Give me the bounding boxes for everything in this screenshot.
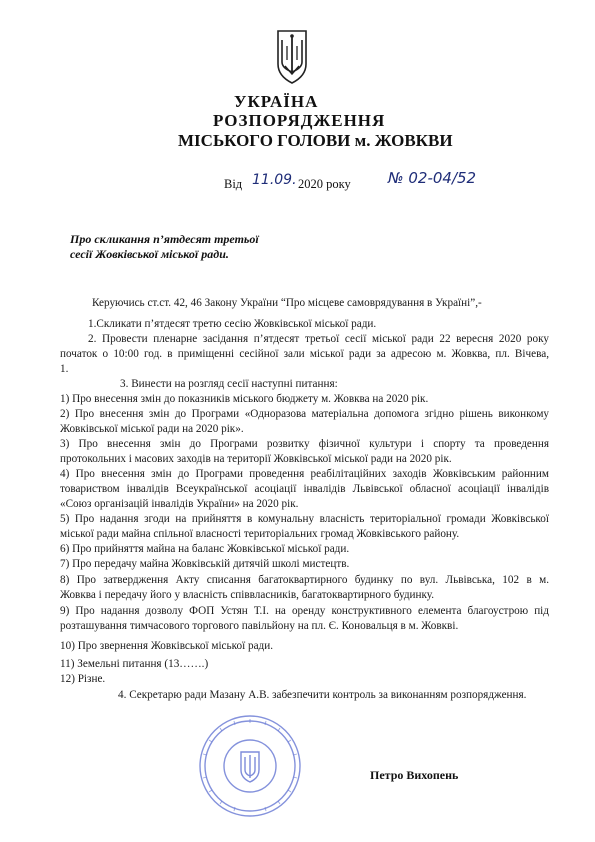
item-4-control: 4. Секретарю ради Мазану А.В. забезпечити контроль за виконанням розпорядження. <box>118 689 527 701</box>
subject-line-2: сесії Жовківської міської ради. <box>70 247 229 261</box>
item-2-line-3: 1. <box>60 363 69 375</box>
agenda-item-5-line-2: міської ради майна спільної власності територіальних громад Жовківського району. <box>60 528 460 540</box>
agenda-item-5-line-1: 5) Про надання згоди на прийняття в комунальну власність територіальної громади Жовківської <box>60 513 549 525</box>
subject-line-1: Про скликання п’ятдесят третьої <box>70 232 259 246</box>
date-prefix: Від <box>224 177 243 191</box>
agenda-item-9-line-1: 9) Про надання дозволу ФОП Устян Т.І. на оренду конструктивного елемента благоустрою під <box>60 605 549 617</box>
header-issuer: МІСЬКОГО ГОЛОВИ м. ЖОВКВИ <box>178 131 453 150</box>
agenda-item-8-line-1: 8) Про затвердження Акту списання багатоквартирного будинку по вул. Львівська, 102 в м. <box>60 574 549 586</box>
coat-of-arms-icon <box>273 28 311 86</box>
agenda-item-1: 1) Про внесення змін до показників міського бюджету м. Жовква на 2020 рік. <box>60 393 429 405</box>
date-year: 2020 року <box>298 177 351 191</box>
intro-paragraph: Керуючись ст.ст. 42, 46 Закону України “Про місцеве самоврядування в Україні”,- <box>92 297 482 309</box>
agenda-item-7: 7) Про передачу майна Жовківській дитячій школі мистецтв. <box>60 558 350 570</box>
order-number-handwritten: № 02-04/52 <box>388 169 477 187</box>
agenda-item-2-line-2: Жовківської міської ради на 2020 рік». <box>60 423 244 435</box>
agenda-item-4-line-2: товариством інвалідів Всеукраїнської асоціації інвалідів Львівської обласної асоціації інвалідів <box>60 483 549 495</box>
item-2-line-1: 2. Провести пленарне засідання п’ятдесят третьої сесії міської ради 22 вересня 2020 року <box>88 333 549 345</box>
agenda-item-4-line-3: «Союз організацій інвалідів України» на 2020 рік. <box>60 498 299 510</box>
agenda-item-8-line-2: Жовква і передачу його у власність співвласників, багатоквартирного будинку. <box>60 589 435 601</box>
agenda-item-11: 11) Земельні питання (13…….) <box>60 658 209 670</box>
agenda-item-12: 12) Різне. <box>60 673 106 685</box>
signatory-name: Петро Вихопень <box>370 768 459 782</box>
agenda-item-3-line-2: протокольних і масових заходів на території Жовківської міської ради на 2020 рік. <box>60 453 452 465</box>
header-doc-type: РОЗПОРЯДЖЕННЯ <box>213 111 386 130</box>
item-3-agenda: 3. Винести на розгляд сесії наступні питання: <box>120 378 338 390</box>
agenda-item-6: 6) Про прийняття майна на баланс Жовківської міської ради. <box>60 543 350 555</box>
item-2-line-2: початок о 10:00 год. в приміщенні сесійної зали міської ради за адресою м. Жовква, пл. Вічева, <box>60 348 549 360</box>
agenda-item-2-line-1: 2) Про внесення змін до Програми «Одноразова матеріальна допомога згідно рішень виконкому <box>60 408 549 420</box>
agenda-item-4-line-1: 4) Про внесення змін до Програми проведення реабілітаційних заходів Жовківським районним <box>60 468 549 480</box>
agenda-item-3-line-1: 3) Про внесення змін до Програми розвитку фізичної культури і спорту та проведення <box>60 438 549 450</box>
date-handwritten: 11.09. <box>252 172 297 188</box>
item-1-convene: 1.Скликати п’ятдесят третю сесію Жовківської міської ради. <box>88 318 377 330</box>
official-seal-stamp <box>196 712 304 820</box>
header-country: УКРАЇНА <box>234 92 319 111</box>
agenda-item-9-line-2: розташування тимчасового торгового павільйону на пл. Є. Коновальця в м. Жовкві. <box>60 620 459 632</box>
agenda-item-10: 10) Про звернення Жовківської міської ради. <box>60 640 274 652</box>
